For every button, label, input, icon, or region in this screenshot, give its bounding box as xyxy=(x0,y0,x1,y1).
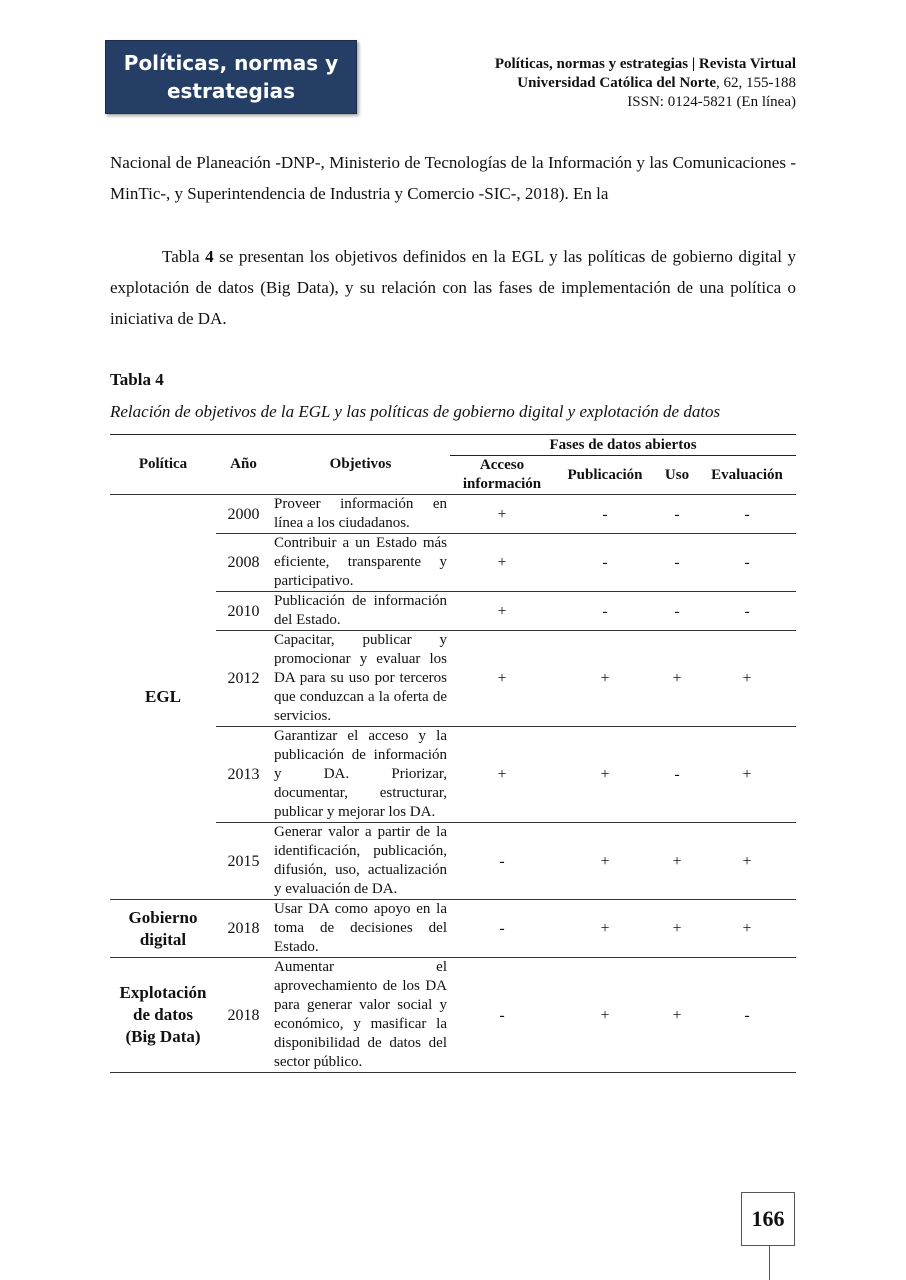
body-paragraph-2 xyxy=(110,241,796,334)
header-phase-publication: Publicación xyxy=(567,466,643,483)
policy-big-data xyxy=(110,958,216,1073)
table-row xyxy=(110,495,796,534)
mark-use: + xyxy=(672,852,682,870)
mark-access: + xyxy=(497,766,507,783)
section-badge-line2: estrategias xyxy=(166,79,296,103)
issue-pages: , 62, 155-188 xyxy=(716,75,796,91)
section-badge xyxy=(105,40,357,114)
header-phases-group: Fases de datos abiertos xyxy=(450,435,796,456)
row-objective: Aumentar el aprovechamiento de los DA para generar valor social y económico, y masificar la disponibilidad de datos del sector público. xyxy=(274,959,447,1070)
mark-evaluation: + xyxy=(742,920,752,937)
paragraph-2-pre: Tabla xyxy=(162,247,206,266)
policy-bigdata-line3: (Big Data) xyxy=(125,1027,201,1046)
row-objective: Contribuir a un Estado más eficiente, transparente y participativo. xyxy=(274,535,447,589)
mark-use: + xyxy=(672,670,682,687)
mark-evaluation: - xyxy=(744,505,750,523)
header-phase-access: Acceso información xyxy=(462,457,542,492)
policy-bigdata-line2: de datos xyxy=(133,1005,193,1024)
header-year: Año xyxy=(216,435,271,495)
policy-bigdata-line1: Explotación xyxy=(119,983,207,1002)
mark-use: - xyxy=(674,505,680,523)
university-name: Universidad Católica del Norte xyxy=(517,75,716,91)
issn: ISSN: 0124-5821 (En línea) xyxy=(627,94,796,110)
header-phase-use: Uso xyxy=(664,466,690,483)
row-objective: Publicación de información del Estado. xyxy=(274,593,447,628)
journal-title: Políticas, normas y estrategias | Revista Virtual xyxy=(494,56,796,72)
header-objectives: Objetivos xyxy=(271,435,450,495)
mark-use: - xyxy=(674,554,680,571)
paragraph-2-post: se presentan los objetivos definidos en la EGL y las políticas de gobierno digital y explotación de datos (Big Data), y su relación con las fases de implementación de una política o iniciativa de DA. xyxy=(110,247,796,328)
mark-use: + xyxy=(672,1006,682,1024)
row-year: 2012 xyxy=(227,670,260,687)
row-year: 2013 xyxy=(227,766,260,783)
mark-publication: + xyxy=(600,766,610,783)
mark-evaluation: - xyxy=(744,554,750,571)
row-year: 2000 xyxy=(227,505,260,523)
paragraph-2-table-ref: 4 xyxy=(205,247,214,266)
row-year: 2018 xyxy=(227,920,260,937)
table-caption: Relación de objetivos de la EGL y las políticas de gobierno digital y explotación de datos xyxy=(110,402,721,421)
row-year: 2008 xyxy=(227,554,260,571)
mark-access: + xyxy=(497,505,507,523)
row-objective: Capacitar, publicar y promocionar y evaluar los DA para su uso por terceros que conduzcan a la oferta de servicios. xyxy=(274,632,447,724)
mark-publication: + xyxy=(600,920,610,937)
mark-access: - xyxy=(499,1006,505,1024)
header-phase-evaluation: Evaluación xyxy=(711,466,783,483)
mark-access: - xyxy=(499,920,505,937)
mark-access: - xyxy=(499,852,505,870)
mark-use: - xyxy=(674,602,680,620)
mark-evaluation: - xyxy=(744,1006,750,1024)
mark-publication: - xyxy=(602,505,608,523)
row-year: 2015 xyxy=(227,852,260,870)
mark-use: + xyxy=(672,920,682,937)
mark-access: + xyxy=(497,602,507,620)
journal-university-line xyxy=(495,74,796,93)
header-policy: Política xyxy=(110,435,216,495)
policy-gobierno-digital xyxy=(110,900,216,958)
mark-use: - xyxy=(674,766,680,783)
mark-publication: + xyxy=(600,852,610,870)
section-badge-line1: Políticas, normas y xyxy=(123,51,339,75)
row-objective: Usar DA como apoyo en la toma de decisiones del Estado. xyxy=(274,901,447,955)
table-row xyxy=(110,958,796,1073)
page-number: 166 xyxy=(741,1192,795,1246)
row-objective: Generar valor a partir de la identificación, publicación, difusión, uso, actualización y evaluación de DA. xyxy=(274,824,447,897)
table-row xyxy=(110,900,796,958)
mark-evaluation: + xyxy=(742,766,752,783)
row-objective: Garantizar el acceso y la publicación de información y DA. Priorizar, documentar, estructurar, publicar y mejorar los DA. xyxy=(274,728,447,820)
mark-evaluation: + xyxy=(742,852,752,870)
mark-access: + xyxy=(497,554,507,571)
policy-egl: EGL xyxy=(145,687,181,706)
mark-evaluation: + xyxy=(742,670,752,687)
policy-gobierno-line2: digital xyxy=(139,929,187,949)
body-paragraph-1: Nacional de Planeación -DNP-, Ministerio de Tecnologías de la Información y las Comunicaciones -MinTic-, y Superintendencia de Industria y Comercio -SIC-, 2018). En la xyxy=(110,153,796,203)
mark-publication: - xyxy=(602,554,608,571)
row-year: 2010 xyxy=(227,602,260,620)
page-number-rule xyxy=(769,1245,770,1280)
row-objective: Proveer información en línea a los ciudadanos. xyxy=(274,496,447,531)
policy-gobierno-line1: Gobierno xyxy=(128,907,198,927)
mark-publication: + xyxy=(600,670,610,687)
objectives-table xyxy=(110,434,796,1073)
mark-access: + xyxy=(497,670,507,687)
mark-publication: + xyxy=(600,1006,610,1024)
mark-publication: - xyxy=(602,602,608,620)
mark-evaluation: - xyxy=(744,602,750,620)
table-label: Tabla 4 xyxy=(110,370,164,389)
row-year: 2018 xyxy=(227,1006,260,1024)
journal-header xyxy=(495,55,796,112)
